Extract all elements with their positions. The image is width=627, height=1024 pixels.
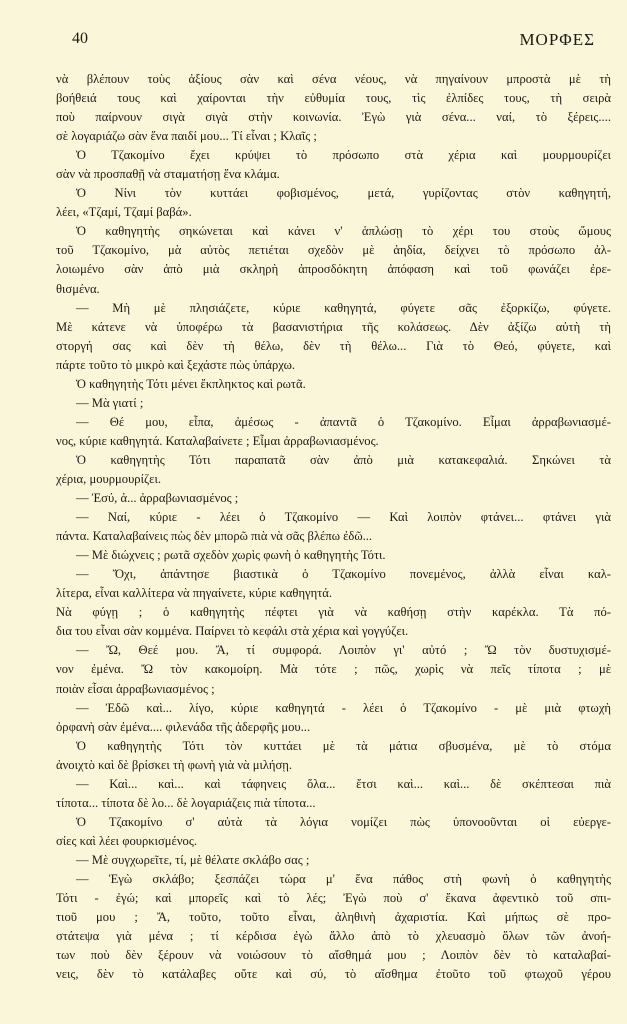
text-line: τοῦ Τζακομίνο, μὰ αὐτὸς πετιέται σχεδὸν μὲ ἀηδία, δείχνει τὸ πρόσωπο ἀλ- (56, 243, 611, 258)
text-line: — Ἐσύ, ἀ... ἀρραβωνιασμένος ; (76, 491, 239, 506)
text-line: Ὁ καθηγητὴς Τότι παραπατᾶ σὰν ἀπὸ μιὰ κατακεφαλιά. Σηκώνει τὰ (76, 452, 611, 467)
text-line: — Μὲ συγχωρεῖτε, τί, μὲ θέλατε σκλάβο σας ; (76, 852, 310, 867)
text-line: νον ἐμένα. Ὤ τὸν κακομοίρη. Μὰ τότε ; πῶς, χωρὶς νὰ πεῖς τίποτα ; μὲ (56, 662, 611, 677)
text-line: — Μὴ μὲ πλησιάζετε, κύριε καθηγητά, φύγετε σᾶς ἐξορκίζω, φύγετε. (76, 300, 611, 315)
text-line: Ὁ Τζακομίνο ἔχει κρύψει τὸ πρόσωπο στὰ χέρια καὶ μουρμουρίζει (76, 148, 611, 163)
text-line: — Ὤ, Θεέ μου. Ἄ, τί συμφορά. Λοιπὸν γι' αὐτό ; Ὤ τὸν δυστυχισμέ- (76, 643, 611, 658)
text-line: Μὲ κάτενε νὰ ὑποφέρω τὰ βασανιστήρια τῆς κολάσεως. Δὲν ἀξίζω αὐτὴ τὴ (56, 319, 611, 334)
text-line: — Ἐγὼ σκλάβο; ξεσπάζει τώρα μ' ἕνα πάθος στὴ φωνὴ ὁ καθηγητὴς (76, 871, 611, 886)
text-line: Τότι - ἐγώ; καὶ μπορεῖς καὶ τὸ λές; Ἐγὼ ποὺ σ' ἔκανα ἀφεντικὸ τοῦ σπι- (56, 891, 611, 906)
text-line: — Ἐδῶ καὶ... λίγο, κύριε καθηγητά - λέει ὁ Τζακομίνο - μὲ μιὰ φτωχὴ (76, 700, 611, 715)
text-line: στοργή σας καὶ δὲν τὴ θέλω, δὲν τὴ θέλω... Γιὰ τὸ Θεό, φύγετε, καὶ (56, 338, 611, 353)
text-line: Νὰ φύγῃ ; ὁ καθηγητὴς πέφτει γιὰ νὰ καθήσῃ στὴν καρέκλα. Τὰ πό- (56, 605, 611, 620)
text-line: — Ὄχι, ἀπάντησε βιαστικὰ ὁ Τζακομίνο πονεμένος, ἀλλὰ εἶναι καλ- (76, 567, 611, 582)
text-line: τίποτα... τίποτα δὲ λο... δὲ λογαριάζεις πιὰ τίποτα... (56, 795, 316, 810)
journal-title: ΜΟΡΦΕΣ (519, 30, 595, 49)
text-line: — Μὰ γιατί ; (76, 395, 144, 410)
text-line: τιοῦ μου ; Ἄ, τοῦτο, τοῦτο εἶναι, ἀληθινὴ ἀχαριστία. Καὶ μήπως σὲ προ- (56, 910, 611, 925)
text-line: ποιὰν εἶσαι ἀρραβωνιασμένος ; (56, 681, 215, 696)
body-text (56, 70, 611, 984)
text-line: σὰν νὰ προσπαθῇ νὰ σταματήσῃ ἕνα κλάμα. (56, 167, 280, 182)
text-line: θισμένα. (56, 281, 100, 296)
text-line: στάτεψα γιὰ μένα ; τί κέρδισα ἐγὼ ἄλλο ἀπὸ τὸ χλευασμὸ ὅλων τῶν ἀνοή- (56, 929, 611, 944)
text-line: — Ναί, κύριε - λέει ὁ Τζακομίνο — Καὶ λοιπὸν φτάνει... φτάνει γιὰ (76, 510, 611, 525)
text-line: δια του εἶναι σὰν κομμένα. Παίρνει τὸ κεφάλι στὰ χέρια καὶ γογγύζει. (56, 624, 409, 639)
text-line: ποὺ παίρνουν σιγὰ σιγὰ στὴν κοινωνία. Ἐγὼ γιὰ σένα... ναί, τὸ ξέρεις.... (56, 110, 611, 125)
text-line: χέρια, μουρμουρίζει. (56, 471, 162, 486)
text-line: βοήθειά τους καὶ χαίρονται τὴν εὐθυμία τους, τὶς ἐλπίδες τους, τὴ σειρὰ (56, 91, 611, 106)
text-line: — Θέ μου, εἶπα, ἀμέσως - ἀπαντᾶ ὁ Τζακομίνο. Εἶμαι ἀρραβωνιασμέ- (76, 414, 611, 429)
text-line: λοιωμένο σὰν ἀπὸ μιὰ σκληρὴ ἀπροσδόκητη ἀπόφαση καὶ τοῦ φωνάζει ἐρε- (56, 262, 611, 277)
text-line: — Μὲ διώχνεις ; ρωτᾶ σχεδὸν χωρὶς φωνὴ ὁ καθηγητὴς Τότι. (76, 548, 386, 563)
text-line: των ποὺ δὲν ξέρουν νὰ νοιώσουν τὸ αἴσθημά μου ; Λοιπὸν δὲν τὸ καταλαβαί- (56, 948, 611, 963)
text-line: λέει, «Τζαμί, Τζαμί βαβά». (56, 205, 192, 220)
text-line: σίες καὶ λέει φουρκισμένος. (56, 833, 197, 848)
text-line: πάντα. Καταλαβαίνεις πὼς δὲν μπορῶ πιὰ νὰ σᾶς βλέπω ἐδῶ... (56, 529, 373, 544)
text-line: Ὁ Τζακομίνο σ' αὐτὰ τὰ λόγια νομίζει πὼς ὑπονοοῦνται οἱ εὐεργε- (76, 814, 611, 829)
text-line: Ὁ καθηγητὴς Τότι μένει ἔκπληκτος καὶ ρωτᾶ. (76, 376, 306, 391)
text-line: σὲ λογαριάζω σὰν ἕνα παιδί μου... Τί εἶναι ; Κλαῖς ; (56, 129, 317, 144)
text-line: νεις, δὲν τὸ κατάλαβες οὔτε καὶ σύ, τὸ αἴσθημα ἐτοῦτο τοῦ φτωχοῦ γέρου (56, 967, 611, 982)
text-line: Ὁ Νίνι τὸν κυττάει φοβισμένος, μετά, γυρίζοντας στὸν καθηγητή, (76, 186, 611, 201)
text-line: Ὁ καθηγητὴς σηκώνεται καὶ κάνει ν' ἁπλώσῃ τὸ χέρι του στοὺς ὤμους (76, 224, 611, 239)
text-line: λίτερα, εἶναι καλλίτερα νὰ πηγαίνετε, κύριε καθηγητά. (56, 586, 333, 601)
text-line: ὀρφανὴ σὰν ἐμένα.... φιλενάδα τῆς ἀδερφῆς μου... (56, 719, 311, 734)
page-number: 40 (72, 30, 88, 47)
page-header (72, 30, 595, 52)
text-line: Ὁ καθηγητὴς Τότι τὸν κυττάει μὲ τὰ μάτια σβυσμένα, μὲ τὸ στόμα (76, 738, 611, 753)
text-line: πάρτε τοῦτο τὸ μικρὸ καὶ ξεχάστε πὼς ὑπάρχω. (56, 357, 296, 372)
text-line: νὰ βλέπουν τοὺς ἀξίους σὰν καὶ σένα νέους, νὰ πηγαίνουν μπροστὰ μὲ τὴ (56, 72, 611, 86)
text-line: — Καὶ... καὶ... καὶ τάφηνεις ὅλα... ἔτσι καὶ... καὶ... δὲ σκέπτεσαι πιὰ (76, 776, 611, 791)
text-line: νος, κύριε καθηγητά. Καταλαβαίνετε ; Εἶμαι ἀρραβωνιασμένος. (56, 433, 379, 448)
text-line: ἀνοιχτὸ καὶ δὲ βρίσκει τὴ φωνὴ γιὰ νὰ μιλήσῃ. (56, 757, 293, 772)
